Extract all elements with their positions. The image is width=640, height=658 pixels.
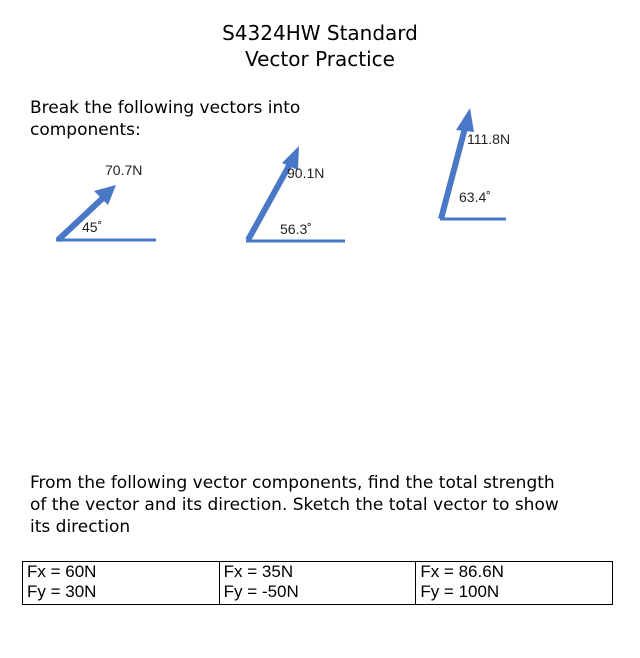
vector-3-arrowhead (456, 108, 474, 132)
vector-2-magnitude: 90.1N (287, 165, 325, 181)
fx-value: Fx = 60N (27, 562, 97, 581)
components-table (22, 561, 613, 605)
fx-value: Fx = 86.6N (420, 562, 504, 581)
fx-value: Fx = 35N (223, 562, 294, 581)
section1-instruction-line1: Break the following vectors into (30, 98, 301, 118)
vector-1-angle: 45˚ (82, 219, 103, 235)
vector-3-shaft (441, 128, 465, 219)
section2-instruction-line2: of the vector and its direction. Sketch the total vector to show (30, 495, 559, 515)
vector-3-angle: 63.4˚ (459, 189, 491, 205)
vector-diagram-1 (56, 162, 156, 240)
table-cell-2 (219, 562, 416, 605)
fy-value: Fy = -50N (223, 582, 299, 601)
vector-diagram-3 (440, 108, 510, 219)
table-row (23, 562, 613, 605)
table-cell-1 (23, 562, 220, 605)
fy-value: Fy = 30N (27, 582, 97, 601)
page-title-line1: S4324HW Standard (222, 21, 418, 45)
vector-1-magnitude: 70.7N (105, 162, 143, 178)
vector-2-angle: 56.3˚ (280, 221, 312, 237)
vector-diagram-2 (246, 146, 345, 241)
section2-instruction-line1: From the following vector components, find the total strength (30, 473, 555, 493)
page-title-line2: Vector Practice (245, 47, 395, 71)
section2-instruction-line3: its direction (30, 517, 131, 537)
vector-3-magnitude: 111.8N (467, 131, 511, 147)
vector-diagrams (0, 0, 640, 300)
section1-instruction-line2: components: (30, 120, 141, 140)
table-cell-3 (416, 562, 613, 605)
fy-value: Fy = 100N (420, 582, 500, 601)
